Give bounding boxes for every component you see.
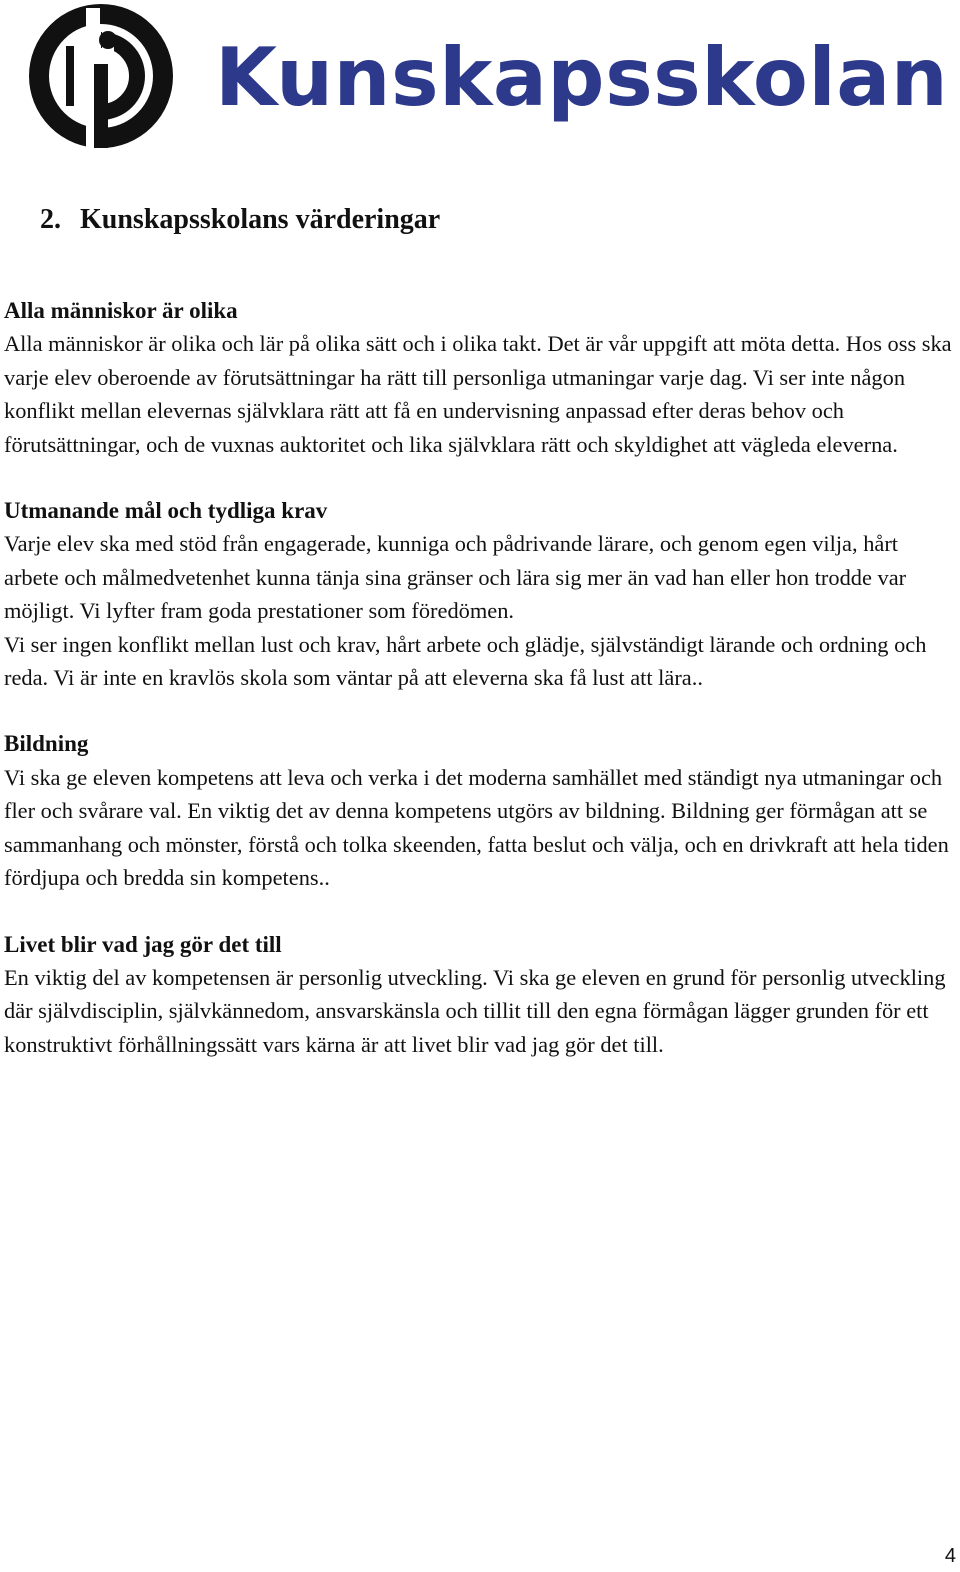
values-section-1 (4, 294, 958, 461)
values-heading-4: Livet blir vad jag gör det till (4, 931, 282, 957)
section-title-text: Kunskapsskolans värderingar (80, 204, 441, 235)
values-heading-3: Bildning (4, 731, 89, 757)
values-section-2 (4, 494, 958, 694)
kunskapsskolan-logo-icon (28, 2, 174, 150)
document-body (4, 294, 958, 1094)
values-section-4 (4, 928, 958, 1062)
values-section-3 (4, 727, 958, 894)
values-paragraph-2a: Varje elev ska med stöd från engagerade, kunniga och pådrivande lärare, och genom egen vilja, hårt arbete och målmedvetenhet kunna tänja sina gränser och lära sig mer än vad han eller hon trodde var möjligt. Vi lyfter fram goda prestationer som föredömen. (4, 531, 907, 624)
brand-wordmark: Kunskapsskolan (215, 31, 949, 124)
document-header (28, 2, 949, 152)
values-paragraph-1: Alla människor är olika och lär på olika sätt och i olika takt. Det är vår uppgift att möta detta. Hos oss ska varje elev oberoende av förutsättningar ha rätt till personliga utmaningar varje dag. Vi ser inte någon konflikt mellan elevernas självklara rätt att få en undervisning anpassad efter deras behov och förutsättningar, och de vuxnas auktoritet och lika självklara rätt och skyldighet att vägleda eleverna. (4, 331, 952, 457)
section-number: 2. (40, 204, 61, 235)
values-paragraph-2b: Vi ser ingen konflikt mellan lust och krav, hårt arbete och glädje, självständigt lärande och ordning och reda. Vi är inte en kravlös skola som väntar på att eleverna ska få lust att lära.. (4, 631, 927, 691)
values-heading-1: Alla människor är olika (4, 298, 238, 323)
values-paragraph-4: En viktig del av kompetensen är personlig utveckling. Vi ska ge eleven en grund för personlig utveckling där självdisciplin, självkännedom, ansvarskänsla och tillit till den egna förmågan lägger grunden för ett konstruktivt förhållningssätt vars kärna är att livet blir vad jag gör det till. (4, 964, 946, 1057)
section-title (40, 202, 440, 238)
values-paragraph-3: Vi ska ge eleven kompetens att leva och verka i det moderna samhället med ständigt nya utmaningar och fler och svårare val. En viktig det av denna kompetens utgörs av bildning. Bildning ger förmågan att se sammanhang och mönster, förstå och tolka skeenden, fatta beslut och välja, och en drivkraft att hela tiden fördjupa och bredda sin kompetens.. (4, 764, 949, 891)
values-heading-2: Utmanande mål och tydliga krav (4, 498, 328, 524)
page-number: 4 (944, 1545, 956, 1567)
